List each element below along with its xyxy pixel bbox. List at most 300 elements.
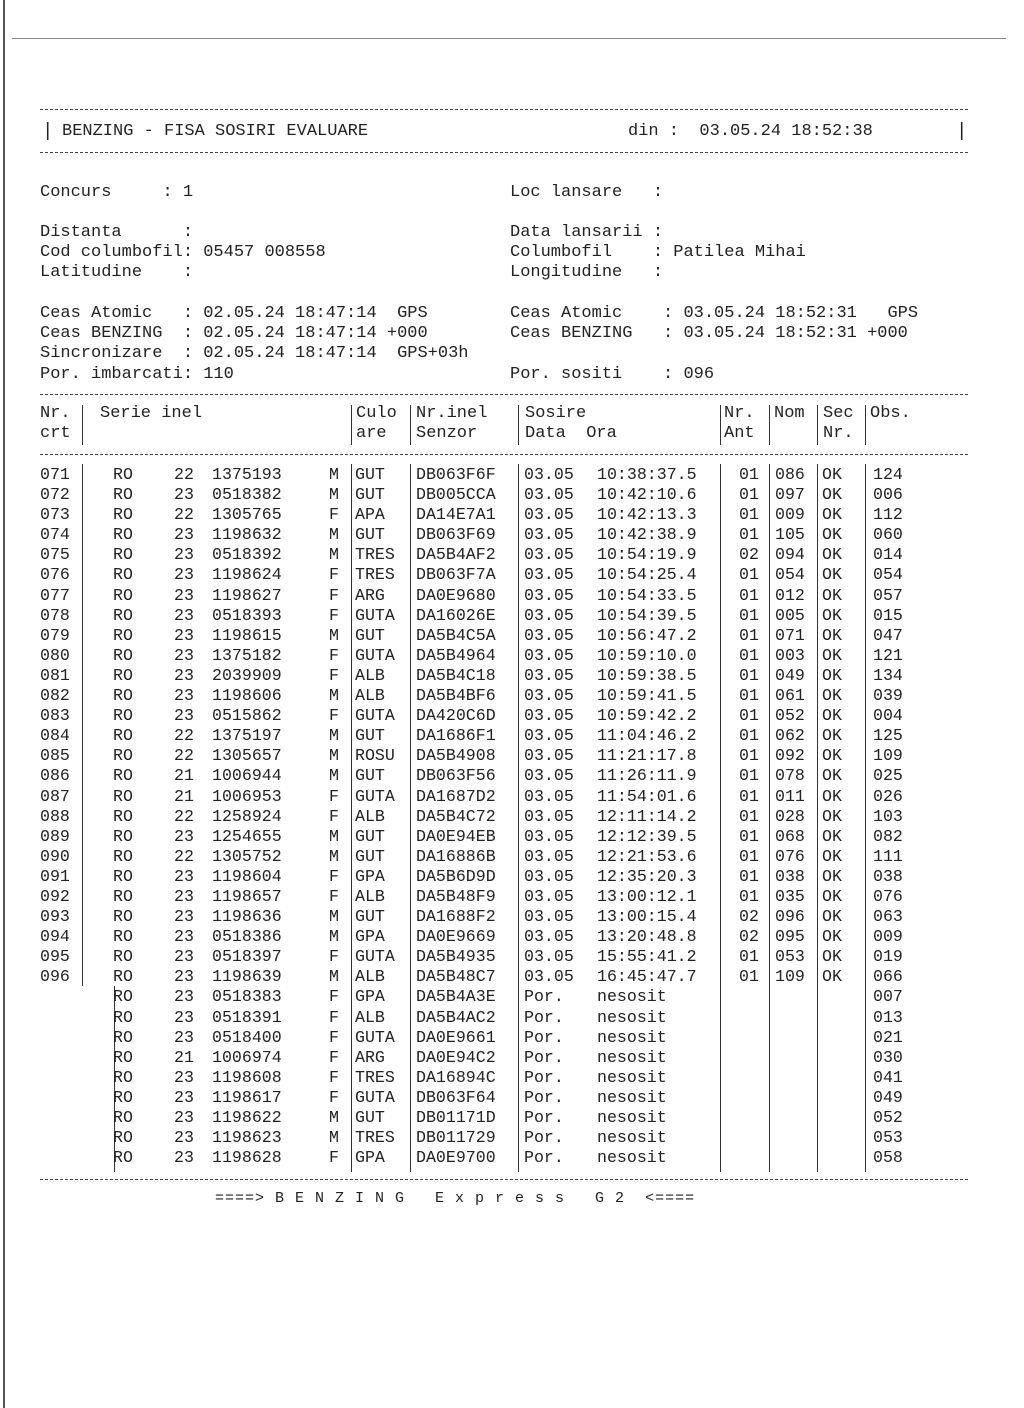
ring-country: RO xyxy=(113,706,133,726)
sex: F xyxy=(329,886,339,906)
arrival-date: 03.05 xyxy=(524,565,574,585)
color: GUT xyxy=(355,1108,385,1127)
ring-number: 1006944 xyxy=(212,766,282,786)
nom: 094 xyxy=(775,545,805,565)
nom: 062 xyxy=(775,726,805,746)
arrival-time: nesosit xyxy=(597,1047,667,1067)
sensor-ring: DB01171D xyxy=(416,1108,496,1127)
label: Ceas BENZING xyxy=(510,324,633,343)
sex: M xyxy=(329,746,339,766)
sensor-ring: DA5B4C72 xyxy=(416,806,496,826)
arrival-date: 03.05 xyxy=(524,947,574,967)
ring-number: 0518400 xyxy=(212,1027,282,1047)
arrival-time: 10:59:41.5 xyxy=(597,686,697,706)
sensor-ring: DA5B4AF2 xyxy=(416,545,496,565)
sec-status: OK xyxy=(822,746,842,766)
obs: 021 xyxy=(873,1027,903,1047)
color: GPA xyxy=(355,927,385,947)
sec-status: OK xyxy=(822,645,842,665)
ring-number: 1006974 xyxy=(212,1047,282,1067)
report-title: BENZING - FISA SOSIRI EVALUARE xyxy=(62,122,369,141)
ring-number: 0518393 xyxy=(212,605,282,625)
sec-status: OK xyxy=(822,545,842,565)
arrival-time: 12:12:39.5 xyxy=(597,826,697,846)
sec-status: OK xyxy=(822,927,842,947)
row-number: 091 xyxy=(40,866,70,886)
color: GUT xyxy=(355,465,385,484)
info-distanta xyxy=(40,223,193,243)
sensor-ring: DA5B4A3E xyxy=(416,987,496,1007)
obs: 026 xyxy=(873,786,903,806)
row-number: 079 xyxy=(40,625,70,645)
color: GPA xyxy=(355,866,385,886)
ring-year: 23 xyxy=(174,1087,194,1107)
arrival-time: 10:54:33.5 xyxy=(597,585,697,605)
arrival-time: 10:54:19.9 xyxy=(597,545,697,565)
info-sincronizare: Sincronizare : 02.05.24 18:47:14 GPS+03h xyxy=(40,344,469,363)
row-number: 072 xyxy=(40,485,70,505)
column-separator xyxy=(351,405,352,445)
sec-status: OK xyxy=(822,585,842,605)
hdr-line2: Senzor xyxy=(416,424,478,443)
col-header-nom: Nom xyxy=(774,404,805,423)
ring-number: 1375193 xyxy=(212,465,282,484)
info-cod-columbofil xyxy=(40,243,326,263)
sex: M xyxy=(329,766,339,786)
antenna-number: 01 xyxy=(739,505,759,525)
sep: : xyxy=(652,183,664,202)
ring-country: RO xyxy=(113,927,133,947)
arrival-date: 03.05 xyxy=(524,706,574,726)
nom: 097 xyxy=(775,485,805,505)
color: GPA xyxy=(355,1148,385,1168)
sex: F xyxy=(329,505,339,525)
sex: F xyxy=(329,1007,339,1027)
ring-number: 1198604 xyxy=(212,866,282,886)
sec-status: OK xyxy=(822,886,842,906)
sensor-ring: DB063F7A xyxy=(416,565,496,585)
arrival-date: 03.05 xyxy=(524,746,574,766)
sec-status: OK xyxy=(822,766,842,786)
arrival-time: nesosit xyxy=(597,1007,667,1027)
report-date xyxy=(628,122,873,141)
value: 02.05.24 18:47:14 xyxy=(203,304,377,323)
antenna-number: 01 xyxy=(739,967,759,987)
date-value: 03.05.24 18:52:38 xyxy=(699,122,873,141)
arrival-date: 03.05 xyxy=(524,645,574,665)
arrival-date: 03.05 xyxy=(524,686,574,706)
sex: M xyxy=(329,686,339,706)
arrival-time: 13:00:12.1 xyxy=(597,886,697,906)
obs: 063 xyxy=(873,907,903,927)
obs: 041 xyxy=(873,1067,903,1087)
label: Distanta xyxy=(40,223,122,242)
nom: 061 xyxy=(775,686,805,706)
obs: 009 xyxy=(873,927,903,947)
ring-number: 0518392 xyxy=(212,545,282,565)
sensor-ring: DB063F69 xyxy=(416,525,496,545)
ring-year: 23 xyxy=(174,1067,194,1087)
sec-status: OK xyxy=(822,485,842,505)
report-title-bar xyxy=(40,120,968,142)
sex: F xyxy=(329,806,339,826)
row-number: 075 xyxy=(40,545,70,565)
color: APA xyxy=(355,505,385,525)
arrival-date: 03.05 xyxy=(524,665,574,685)
row-number: 074 xyxy=(40,525,70,545)
sensor-ring: DB063F6F xyxy=(416,465,496,484)
sensor-ring: DA14E7A1 xyxy=(416,505,496,525)
obs: 019 xyxy=(873,947,903,967)
sex: F xyxy=(329,585,339,605)
ring-country: RO xyxy=(113,485,133,505)
sex: F xyxy=(329,1027,339,1047)
sensor-ring: DA1686F1 xyxy=(416,726,496,746)
obs: 015 xyxy=(873,605,903,625)
arrival-time: 12:21:53.6 xyxy=(597,846,697,866)
ring-country: RO xyxy=(113,1108,133,1127)
ring-country: RO xyxy=(113,826,133,846)
info-ceas-benzing-start: Ceas BENZING : 02.05.24 18:47:14 +000 xyxy=(40,324,428,343)
color: GUTA xyxy=(355,706,395,726)
color: GUT xyxy=(355,485,385,505)
nom: 053 xyxy=(775,947,805,967)
ring-year: 22 xyxy=(174,505,194,525)
ring-year: 23 xyxy=(174,565,194,585)
ring-number: 1198617 xyxy=(212,1087,282,1107)
arrival-time: 10:38:37.5 xyxy=(597,465,697,484)
arrival-date: Por. xyxy=(524,987,564,1007)
arrival-date: 03.05 xyxy=(524,525,574,545)
sensor-ring: DA0E94C2 xyxy=(416,1047,496,1067)
row-number: 077 xyxy=(40,585,70,605)
color: GUT xyxy=(355,625,385,645)
ring-country: RO xyxy=(113,726,133,746)
col-header-obs: Obs. xyxy=(870,404,911,423)
arrival-time: 11:21:17.8 xyxy=(597,746,697,766)
arrival-time: nesosit xyxy=(597,1027,667,1047)
label: Ceas Atomic xyxy=(40,304,153,323)
col-header-sec-nr xyxy=(823,404,854,444)
arrival-date: 03.05 xyxy=(524,967,574,987)
sec-status: OK xyxy=(822,866,842,886)
ring-year: 22 xyxy=(174,806,194,826)
ring-year: 23 xyxy=(174,625,194,645)
antenna-number: 01 xyxy=(739,565,759,585)
ring-country: RO xyxy=(113,846,133,866)
ring-year: 23 xyxy=(174,1148,194,1168)
label: Cod columbofil xyxy=(40,243,183,262)
sensor-ring: DA0E9669 xyxy=(416,927,496,947)
sep: : xyxy=(182,263,194,282)
sep: : xyxy=(162,183,183,202)
arrival-time: 11:04:46.2 xyxy=(597,726,697,746)
sec-status: OK xyxy=(822,726,842,746)
nom: 068 xyxy=(775,826,805,846)
color: GUTA xyxy=(355,786,395,806)
ring-year: 21 xyxy=(174,766,194,786)
obs: 058 xyxy=(873,1148,903,1168)
arrival-date: Por. xyxy=(524,1108,564,1127)
ring-number: 1254655 xyxy=(212,826,282,846)
nom: 078 xyxy=(775,766,805,786)
nom: 109 xyxy=(775,967,805,987)
ring-number: 1198657 xyxy=(212,886,282,906)
arrival-date: 03.05 xyxy=(524,826,574,846)
ring-year: 23 xyxy=(174,1027,194,1047)
sex: F xyxy=(329,645,339,665)
ring-country: RO xyxy=(113,987,133,1007)
sensor-ring: DB005CCA xyxy=(416,485,496,505)
color: GUTA xyxy=(355,645,395,665)
obs: 060 xyxy=(873,525,903,545)
suffix: +000 xyxy=(867,324,908,343)
arrival-time: nesosit xyxy=(597,1128,667,1148)
suffix: +000 xyxy=(386,324,428,343)
sex: M xyxy=(329,726,339,746)
nom: 086 xyxy=(775,465,805,484)
obs: 025 xyxy=(873,766,903,786)
sec-status: OK xyxy=(822,465,842,484)
sex: F xyxy=(329,866,339,886)
sex: M xyxy=(329,967,339,987)
value: 02.05.24 18:47:14 xyxy=(203,344,377,363)
color: GUTA xyxy=(355,1027,395,1047)
sex: M xyxy=(329,907,339,927)
border-pipe: | xyxy=(42,120,54,142)
ring-number: 1375197 xyxy=(212,726,282,746)
ring-country: RO xyxy=(113,686,133,706)
ring-country: RO xyxy=(113,1047,133,1067)
suffix: GPS xyxy=(397,304,428,323)
ring-country: RO xyxy=(113,465,133,484)
col-header-nr-inel-senzor xyxy=(416,404,487,444)
ring-year: 22 xyxy=(174,726,194,746)
color: ROSU xyxy=(355,746,395,766)
obs: 111 xyxy=(873,846,903,866)
ring-country: RO xyxy=(113,1148,133,1168)
info-ceas-benzing-end: Ceas BENZING : 03.05.24 18:52:31 +000 xyxy=(510,324,908,343)
arrival-date: 03.05 xyxy=(524,545,574,565)
ring-country: RO xyxy=(113,525,133,545)
antenna-number: 01 xyxy=(739,866,759,886)
sec-status: OK xyxy=(822,967,842,987)
column-separator xyxy=(351,464,352,1172)
obs: 004 xyxy=(873,706,903,726)
arrival-time: 10:54:25.4 xyxy=(597,565,697,585)
column-separator xyxy=(720,405,721,445)
sex: F xyxy=(329,1047,339,1067)
ring-year: 23 xyxy=(174,686,194,706)
arrival-time: 12:35:20.3 xyxy=(597,866,697,886)
sec-status: OK xyxy=(822,826,842,846)
sensor-ring: DA1688F2 xyxy=(416,907,496,927)
ring-country: RO xyxy=(113,746,133,766)
antenna-number: 01 xyxy=(739,786,759,806)
ring-country: RO xyxy=(113,585,133,605)
obs: 053 xyxy=(873,1128,903,1148)
scan-edge-left xyxy=(3,0,5,1408)
column-separator xyxy=(410,464,411,1172)
ring-number: 1198623 xyxy=(212,1128,282,1148)
hdr-line2: Nr. xyxy=(823,424,854,443)
sec-status: OK xyxy=(822,846,842,866)
obs: 066 xyxy=(873,967,903,987)
antenna-number: 02 xyxy=(739,927,759,947)
nom: 012 xyxy=(775,585,805,605)
sep: : xyxy=(652,243,674,262)
nom: 005 xyxy=(775,605,805,625)
hdr-line1: Nr. xyxy=(724,404,755,423)
ring-country: RO xyxy=(113,886,133,906)
sex: M xyxy=(329,826,339,846)
arrival-time: nesosit xyxy=(597,1148,667,1168)
sec-status: OK xyxy=(822,686,842,706)
hdr-line1: Sosire xyxy=(525,404,587,423)
row-number: 092 xyxy=(40,886,70,906)
sex: F xyxy=(329,987,339,1007)
antenna-number: 02 xyxy=(739,907,759,927)
column-separator xyxy=(82,464,83,986)
label: Ceas Atomic xyxy=(510,304,623,323)
antenna-number: 01 xyxy=(739,645,759,665)
sec-status: OK xyxy=(822,525,842,545)
ring-country: RO xyxy=(113,565,133,585)
ring-number: 1198628 xyxy=(212,1148,282,1168)
color: ARG xyxy=(355,1047,385,1067)
ring-year: 23 xyxy=(174,947,194,967)
arrival-time: 16:45:47.7 xyxy=(597,967,697,987)
ring-year: 23 xyxy=(174,826,194,846)
col-header-sosire xyxy=(525,404,617,444)
sex: M xyxy=(329,1128,339,1148)
obs: 124 xyxy=(873,465,903,484)
divider xyxy=(40,454,968,455)
hdr-line2: Ant xyxy=(724,424,755,443)
value: Patilea Mihai xyxy=(673,243,806,262)
color: ALB xyxy=(355,686,385,706)
column-separator xyxy=(865,405,866,445)
sensor-ring: DA0E9680 xyxy=(416,585,496,605)
sensor-ring: DA420C6D xyxy=(416,706,496,726)
sensor-ring: DA5B48F9 xyxy=(416,886,496,906)
info-ceas-atomic-start: Ceas Atomic : 02.05.24 18:47:14 GPS xyxy=(40,304,428,323)
label: Latitudine xyxy=(40,263,143,282)
obs: 103 xyxy=(873,806,903,826)
antenna-number: 01 xyxy=(739,846,759,866)
antenna-number: 01 xyxy=(739,625,759,645)
sec-status: OK xyxy=(822,625,842,645)
nom: 038 xyxy=(775,866,805,886)
sensor-ring: DA5B4C5A xyxy=(416,625,496,645)
sec-status: OK xyxy=(822,806,842,826)
arrival-time: nesosit xyxy=(597,1087,667,1107)
color: ARG xyxy=(355,585,385,605)
arrival-time: 10:54:39.5 xyxy=(597,605,697,625)
ring-year: 23 xyxy=(174,665,194,685)
ring-year: 23 xyxy=(174,706,194,726)
sex: F xyxy=(329,947,339,967)
ring-year: 22 xyxy=(174,746,194,766)
sensor-ring: DB063F64 xyxy=(416,1087,496,1107)
nom: 092 xyxy=(775,746,805,766)
divider xyxy=(40,1179,968,1180)
ring-country: RO xyxy=(113,907,133,927)
sec-status: OK xyxy=(822,706,842,726)
row-number: 094 xyxy=(40,927,70,947)
row-number: 071 xyxy=(40,465,70,484)
arrival-date: Por. xyxy=(524,1087,564,1107)
ring-number: 1198627 xyxy=(212,585,282,605)
info-data-lansarii xyxy=(510,223,663,243)
sep: : xyxy=(182,223,194,242)
color: GUT xyxy=(355,846,385,866)
nom: 035 xyxy=(775,886,805,906)
arrival-time: nesosit xyxy=(597,1067,667,1087)
antenna-number: 01 xyxy=(739,886,759,906)
sensor-ring: DA5B4AC2 xyxy=(416,1007,496,1027)
nom: 095 xyxy=(775,927,805,947)
ring-number: 2039909 xyxy=(212,665,282,685)
color: ALB xyxy=(355,665,385,685)
row-number: 078 xyxy=(40,605,70,625)
nom: 009 xyxy=(775,505,805,525)
ring-year: 23 xyxy=(174,967,194,987)
row-number: 095 xyxy=(40,947,70,967)
label: Columbofil xyxy=(510,243,613,262)
color: ALB xyxy=(355,1007,385,1027)
column-separator xyxy=(82,405,83,445)
ring-number: 1305752 xyxy=(212,846,282,866)
ring-number: 1198608 xyxy=(212,1067,282,1087)
label: Sincronizare xyxy=(40,344,163,363)
ring-year: 22 xyxy=(174,846,194,866)
value: 1 xyxy=(182,183,194,202)
arrival-date: Por. xyxy=(524,1067,564,1087)
suffix: GPS xyxy=(887,304,919,323)
ring-country: RO xyxy=(113,505,133,525)
arrival-date: Por. xyxy=(524,1047,564,1067)
ring-country: RO xyxy=(113,1067,133,1087)
sensor-ring: DB063F56 xyxy=(416,766,496,786)
hdr-line2: are xyxy=(356,424,387,443)
arrival-date: 03.05 xyxy=(524,505,574,525)
antenna-number: 01 xyxy=(739,665,759,685)
ring-country: RO xyxy=(113,806,133,826)
ring-year: 23 xyxy=(174,585,194,605)
info-concurs xyxy=(40,183,193,203)
sep: : xyxy=(652,263,664,282)
ring-number: 1198622 xyxy=(212,1108,282,1127)
color: ALB xyxy=(355,967,385,987)
info-longitudine xyxy=(510,263,663,283)
color: GUTA xyxy=(355,947,395,967)
sensor-ring: DA16894C xyxy=(416,1067,496,1087)
sex: M xyxy=(329,465,339,484)
sec-status: OK xyxy=(822,947,842,967)
ring-number: 1198615 xyxy=(212,625,282,645)
value: 096 xyxy=(683,365,715,384)
arrival-time: nesosit xyxy=(597,1108,667,1127)
antenna-number: 01 xyxy=(739,947,759,967)
value: 03.05.24 18:52:31 xyxy=(683,324,857,343)
ring-year: 23 xyxy=(174,485,194,505)
nom: 052 xyxy=(775,706,805,726)
sensor-ring: DA16886B xyxy=(416,846,496,866)
divider xyxy=(40,394,968,395)
antenna-number: 01 xyxy=(739,746,759,766)
row-number: 080 xyxy=(40,645,70,665)
